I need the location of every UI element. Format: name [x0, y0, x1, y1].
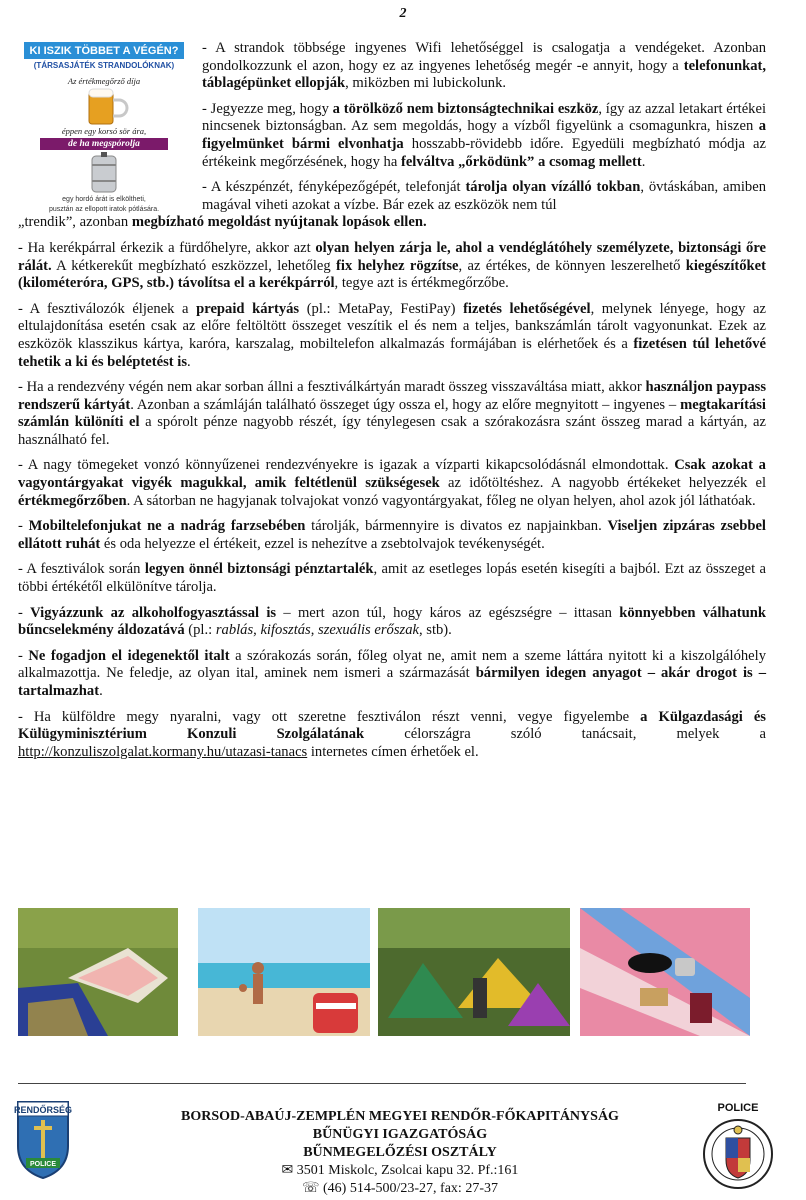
text-run: - Ha kerékpárral érkezik a fürdőhelyre, akkor azt: [18, 239, 316, 256]
text-run: -: [18, 604, 31, 621]
photo-beach: [198, 908, 370, 1036]
text-run: - A fesztiválozók éljenek a: [18, 300, 197, 317]
emphasis-text: felváltva „őrködünk” a csomag mellett: [400, 153, 642, 170]
konzuli-link[interactable]: http://konzuliszolgalat.kormany.hu/utazasi-tanacs: [18, 743, 308, 760]
paragraph: [202, 40, 766, 93]
emphasis-text: Vigyázzunk az alkoholfogyasztással is: [30, 604, 277, 621]
text-run: - A strandok többsége ingyenes Wifi lehetőséggel is csalogatja a vendégeket. Azonban gondolkozzunk el azon, hogy ez az ingyenes lehetőség megér -e annyit, hogy a: [202, 40, 766, 74]
emphasis-text: könnyebben válhatunk bűncselekmény áldozatává: [18, 604, 767, 639]
paragraph: [18, 240, 766, 293]
text-run: ,: [310, 622, 319, 639]
county-police-emblem: [698, 1100, 778, 1199]
text-run: , tegye azt is értékmegőrzőbe.: [334, 275, 509, 292]
text-run: , melynek lényege, hogy az eltulajdonítása esetén csak az előre feltöltött összeget veszítik el és nem a teljes, bankszámlán tárolt vagyonunkat. Ezek az eszközök klasszikus kártya, karóra, karszalag, mobiltelefon alkalmazás formájában is elérhetőek és a: [18, 300, 766, 352]
emphasis-text: telefonunkat, táblagépünket ellopják: [202, 57, 766, 92]
text-run: szexuális erőszak: [318, 622, 419, 639]
text-run: , stb).: [418, 622, 452, 639]
text-run: (pl.:: [184, 622, 216, 639]
paragraph: [202, 101, 766, 171]
text-run: -: [18, 647, 29, 664]
emphasis-text: olyan helyen zárja le, ahol a vendéglátóhely személyzete, biztonsági őre rálát.: [18, 239, 767, 274]
emphasis-text: fizetésen túl lehetővé tehetik a ki és beléptetést is: [18, 335, 766, 370]
poster-line: Az értékmegőrző díja: [67, 76, 141, 86]
emphasis-text: fix helyhez rögzítse: [336, 257, 459, 274]
text-run: - A fesztiválok során: [18, 561, 145, 578]
text-run: . Azonban a számláján található összeget úgy ossza el, hogy az előre megnyitott – ingyenes –: [130, 396, 681, 413]
phone-icon: ☏: [302, 1181, 320, 1196]
text-run: hosszabb-rövidebb időre. Egyedüli megbízható módja az értékeink megőrzésének, hogy ha: [202, 135, 766, 170]
emphasis-text: a figyelmünket bármi elvonhatja: [202, 118, 766, 152]
text-run: . A sátorban ne hagyjanak tolvajokat vonzó vagyontárgyakat, főleg ne olyan helyen, ahol azok jól láthatóak.: [126, 492, 756, 509]
text-run: az időtöltéshez. A nagyobb értékeket helyezzék el: [439, 475, 767, 492]
text-run: , övtáskában, amiben magával viheti azokat a vízbe. Bár ezek az eszközök nem túl: [202, 179, 766, 213]
text-run: , így az azzal letakart értékei nincsenek biztonságban. Az sem megoldás, hogy a vízből figyelünk a csomagunkra, hiszen: [202, 100, 766, 135]
poster-highlight: de ha megspórolja: [40, 138, 168, 150]
photo-towels-on-grass: [18, 908, 178, 1036]
footer-rule: [18, 1083, 746, 1084]
text-run: , miközben mi lubickolunk.: [345, 75, 507, 92]
emphasis-text: Viseljen zipzáras zsebbel ellátott ruhát: [18, 518, 766, 552]
emphasis-text: tárolja olyan vízálló tokban: [465, 179, 641, 196]
emphasis-text: a törölköző nem biztonságtechnikai eszköz: [332, 100, 599, 117]
paragraph: [18, 301, 766, 371]
photo-strip: [18, 908, 750, 1036]
emphasis-text: bármilyen idegen anyagot – akár drogot is – tartalmazhat: [18, 665, 766, 699]
text-run: -: [18, 518, 29, 535]
text-run: - Ha külföldre megy nyaralni, vagy ott szeretne fesztiválon részt venni, vegye figyelembe: [18, 708, 641, 725]
paragraph: [18, 605, 766, 640]
emphasis-text: kiegészítőket (kilométeróra, GPS, stb.) távolítsa el a kerékpárról: [18, 257, 767, 292]
badge-bottom-text: POLICE: [29, 1161, 57, 1168]
emphasis-text: fizetés lehetőségével: [463, 300, 591, 317]
paragraph: [202, 179, 766, 214]
paragraph: [18, 561, 766, 596]
footer-org: BŰNÜGYI IGAZGATÓSÁG: [312, 1127, 488, 1142]
text-run: kifosztás: [260, 622, 311, 639]
paragraph: [18, 518, 766, 553]
text-run: .: [187, 353, 191, 370]
text-run: .: [99, 683, 103, 699]
poster-line: éppen egy korsó sör ára,: [61, 126, 147, 136]
text-run: és oda helyezze el értékeit, ezzel is nehezítve a zsebtolvajok tevékenységét.: [100, 535, 545, 552]
text-run: - Jegyezze meg, hogy: [202, 100, 333, 117]
text-run: - Ha a rendezvény végén nem akar sorban állni a fesztiválkártyán maradt összeg visszaváltása miatt, akkor: [18, 379, 646, 396]
emphasis-text: megtakarítási számlán különíti el: [18, 396, 766, 431]
badge-top-text: POLICE: [717, 1102, 759, 1114]
emphasis-text: értékmegőrzőben: [18, 492, 127, 509]
photo-beach-valuables: [580, 908, 750, 1036]
text-run: - A nagy tömegeket vonzó könnyűzenei rendezvényekre is igazak a vízparti kikapcsolódásnál elmondottak.: [18, 457, 675, 474]
emphasis-text: a Külgazdasági és Külügyminisztérium Konzuli Szolgálatának: [18, 708, 766, 743]
text-run: , az értékes, de könnyen leszerelhető: [458, 257, 686, 274]
footer-phone: ☏ (46) 514-500/23-27, fax: 27-37: [302, 1181, 498, 1196]
footer-address: ✉ 3501 Miskolc, Zsolcai kapu 32. Pf.:161: [281, 1163, 519, 1178]
poster-footnote: egy hordó árát is elköltheti,: [62, 196, 146, 203]
body-text: [18, 40, 766, 769]
text-run: „trendik”, azonban: [18, 214, 132, 231]
envelope-icon: ✉: [281, 1163, 294, 1178]
text-run: , amit az esetleges lopás esetén kisegíti a bajból. Ezt az összeget a többi értékétől elkülönítve tárolja.: [18, 561, 766, 596]
poster-subtitle: (TÁRSASJÁTÉK STRANDOLÓKNAK): [33, 61, 175, 70]
text-run: ,: [253, 622, 261, 639]
text-run: a szórakozás során, főleg olyat ne, amit nem a szeme láttára nyitott ki a kiszolgálóhely alkalmazottja. Ne feledje, az olyan ital, aminek nem ismeri a származását: [18, 647, 766, 682]
emphasis-text: Csak azokat a vagyontárgyakat vigyék magukkal, amik feltétlenül szükségesek: [18, 457, 766, 492]
text-run: – mert azon túl, hogy káros az egészségre – ittasan: [276, 604, 620, 621]
text-run: - A készpénzét, fényképezőgépét, telefonját: [202, 179, 466, 196]
footer-org: BŰNMEGELŐZÉSI OSZTÁLY: [303, 1145, 497, 1160]
text-run: a spórolt pénze nagyobb részét, így ténylegesen csak a szórakozásra szánt összeg marad a kártyán, az használható fel.: [18, 414, 766, 448]
photo-festival-tents: [378, 908, 570, 1036]
paragraph: [18, 379, 766, 449]
footer: [140, 1108, 660, 1198]
emphasis-text: használjon paypass rendszerű kártyát: [18, 379, 766, 413]
text-run: internetes címen érhetőek el.: [307, 743, 479, 760]
paragraph: [18, 648, 766, 701]
text-run: A kétkerekűt megbízható eszközzel, lehetőleg: [51, 257, 337, 274]
emphasis-text: Mobiltelefonjukat ne a nadrág farzsebében: [28, 518, 306, 535]
paragraph: [18, 457, 766, 510]
police-shield-logo: [14, 1098, 72, 1185]
paragraph: [18, 709, 766, 762]
text-run: (pl.: MetaPay, FestiPay): [299, 300, 464, 317]
emphasis-text: Ne fogadjon el idegenektől italt: [28, 647, 230, 664]
emphasis-text: prepaid kártyás: [196, 300, 300, 317]
text-run: célországra szóló tanácsait, melyek a: [364, 726, 766, 743]
poster-footnote: pusztán az ellopott iratok pótlására.: [48, 206, 160, 213]
emphasis-text: megbízható megoldást nyújtanak lopások ellen.: [131, 214, 427, 231]
badge-top-text: RENDŐRSÉG: [14, 1105, 72, 1115]
poster-title: KI ISZIK TÖBBET A VÉGÉN?: [24, 42, 184, 59]
text-run: tárolják, bármennyire is divatos ez napjainkban.: [305, 518, 608, 535]
emphasis-text: legyen önnél biztonsági pénztartalék: [144, 561, 374, 578]
text-run: rablás: [215, 622, 254, 639]
text-run: .: [641, 153, 646, 170]
footer-org: BORSOD-ABAÚJ-ZEMPLÉN MEGYEI RENDŐR-FŐKAPITÁNYSÁG: [181, 1109, 619, 1124]
paragraph: [18, 214, 766, 232]
page-number: 2: [399, 6, 407, 21]
